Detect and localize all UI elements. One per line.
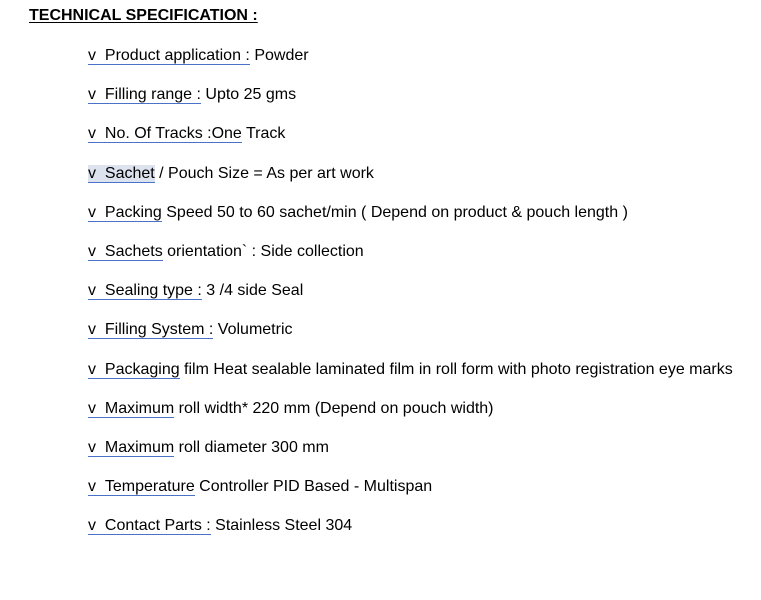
- spec-label-group: [88, 165, 155, 183]
- spec-item-roll-width: [88, 399, 733, 438]
- bullet-glyph: v: [88, 242, 96, 260]
- spec-label: Contact Parts :: [104, 517, 211, 535]
- spec-item-contact-parts: [88, 516, 733, 555]
- spec-value: film Heat sealable laminated film in roll form with photo registration eye marks: [179, 360, 733, 378]
- spec-item-filling-system: [88, 320, 733, 359]
- bullet-glyph: v: [88, 478, 96, 496]
- bullet-glyph: v: [88, 438, 96, 456]
- spec-label: Filling range :: [104, 86, 201, 104]
- spec-label-group: [88, 86, 201, 104]
- spec-item-packaging-film: [88, 360, 733, 399]
- spec-label-group: [88, 243, 163, 261]
- spec-label: Sachets: [104, 242, 163, 260]
- spec-value: Upto 25 gms: [200, 86, 297, 104]
- spec-label-group: [88, 47, 250, 65]
- bullet-glyph: v: [88, 47, 96, 64]
- spec-value: Volumetric: [213, 321, 293, 339]
- spec-label: Temperature: [104, 478, 195, 496]
- spec-item-sealing-type: [88, 281, 733, 320]
- spec-label: Packaging: [104, 360, 180, 378]
- spec-value: Controller PID Based - Multispan: [194, 478, 433, 496]
- spec-label-group: [88, 321, 213, 339]
- spec-item-roll-diameter: [88, 438, 733, 477]
- bullet-glyph: v: [88, 399, 96, 417]
- bullet-glyph: v: [88, 282, 96, 300]
- bullet-glyph: v: [88, 203, 96, 221]
- bullet-glyph: v: [88, 164, 96, 182]
- spec-label-group: [88, 361, 180, 379]
- spec-value: roll width* 220 mm (Depend on pouch width): [174, 399, 494, 417]
- spec-item-product-application: [88, 46, 733, 85]
- bullet-glyph: v: [88, 86, 96, 104]
- spec-item-tracks: [88, 124, 733, 163]
- bullet-glyph: v: [88, 125, 96, 143]
- spec-label: Sachet: [104, 164, 155, 182]
- spec-value: 3 /4 side Seal: [201, 282, 304, 300]
- spec-label: Maximum: [104, 438, 175, 456]
- spec-value: Powder: [249, 47, 309, 64]
- spec-item-temperature-controller: [88, 477, 733, 516]
- spec-label-group: [88, 517, 211, 535]
- spec-label: Packing: [104, 203, 162, 221]
- document-heading: TECHNICAL SPECIFICATION :: [29, 7, 258, 24]
- spec-label: Maximum: [104, 399, 175, 417]
- spec-label-group: [88, 439, 174, 457]
- bullet-glyph: v: [88, 321, 96, 339]
- spec-label: Filling System :: [104, 321, 214, 339]
- spec-label-group: [88, 400, 174, 418]
- spec-label-group: [88, 282, 202, 300]
- spec-label-group: [88, 478, 195, 496]
- spec-item-sachets-orientation: [88, 242, 733, 281]
- bullet-glyph: v: [88, 517, 96, 535]
- spec-value: roll diameter 300 mm: [174, 438, 329, 456]
- spec-item-filling-range: [88, 85, 733, 124]
- spec-value: Track: [241, 125, 286, 143]
- spec-label-group: [88, 125, 242, 143]
- spec-label-group: [88, 204, 162, 222]
- spec-value: orientation` : Side collection: [162, 242, 364, 260]
- spec-label: Product application :: [104, 47, 250, 64]
- spec-label: No. Of Tracks :One: [104, 125, 242, 143]
- spec-list: [88, 46, 733, 555]
- spec-item-sachet-size: [88, 164, 733, 203]
- spec-value: / Pouch Size = As per art work: [154, 164, 374, 182]
- spec-value: Stainless Steel 304: [210, 517, 353, 535]
- spec-item-packing-speed: [88, 203, 733, 242]
- bullet-glyph: v: [88, 360, 96, 378]
- spec-label: Sealing type :: [104, 282, 202, 300]
- spec-value: Speed 50 to 60 sachet/min ( Depend on product & pouch length ): [161, 203, 628, 221]
